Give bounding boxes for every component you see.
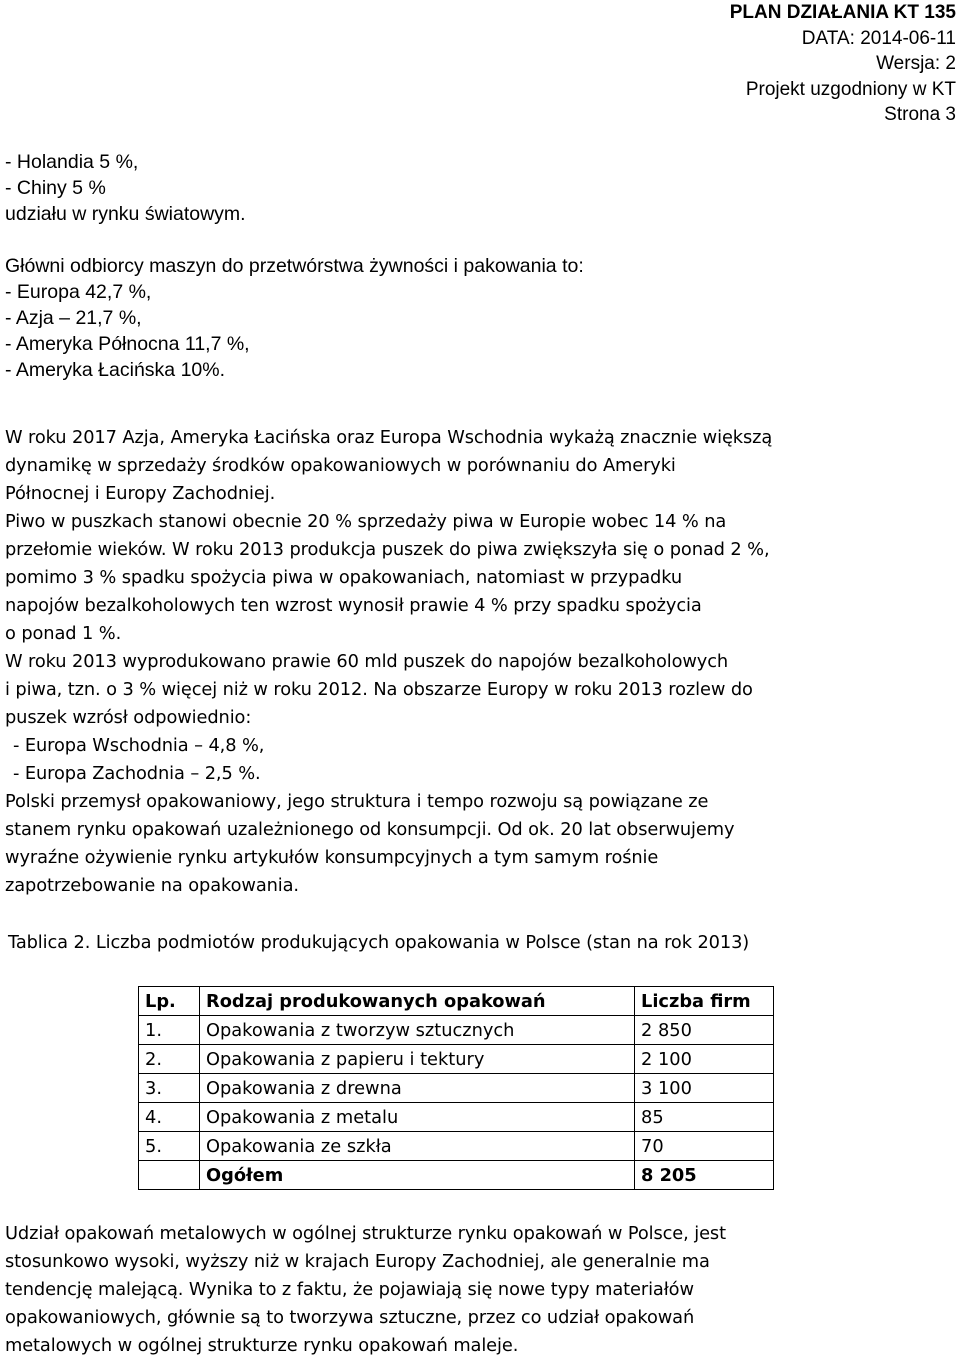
- europe-item: - Europa Wschodnia – 4,8 %,: [13, 735, 265, 756]
- table-cell: 4.: [139, 1103, 200, 1132]
- packaging-firms-table: [138, 986, 774, 1190]
- text-line: napojów bezalkoholowych ten wzrost wynosił prawie 4 % przy spadku spożycia: [5, 595, 702, 616]
- total-value: 8 205: [635, 1161, 774, 1190]
- text-line: stanem rynku opakowań uzależnionego od konsumpcji. Od ok. 20 lat obserwujemy: [5, 819, 735, 840]
- table-cell: 2 850: [635, 1016, 774, 1045]
- text-line: puszek wzrósł odpowiednio:: [5, 707, 252, 728]
- share-tail: udziału w rynku światowym.: [5, 203, 246, 225]
- text-line: zapotrzebowanie na opakowania.: [5, 875, 299, 896]
- document-date: DATA: 2014-06-11: [801, 27, 956, 49]
- column-header: Lp.: [139, 987, 200, 1016]
- document-version: Wersja: 2: [876, 53, 956, 74]
- table-cell: 3 100: [635, 1074, 774, 1103]
- table-row: [139, 1132, 774, 1161]
- table-header-row: [139, 987, 774, 1016]
- table-row: [139, 1045, 774, 1074]
- table-total-row: [139, 1161, 774, 1190]
- text-line: dynamikę w sprzedaży środków opakowaniowych w porównaniu do Ameryki: [5, 455, 676, 476]
- text-line: Polski przemysł opakowaniowy, jego struktura i tempo rozwoju są powiązane ze: [5, 791, 709, 812]
- text-line: tendencję malejącą. Wynika to z faktu, że pojawiają się nowe typy materiałów: [5, 1279, 694, 1300]
- table-cell: 5.: [139, 1132, 200, 1161]
- text-line: wyraźne ożywienie rynku artykułów konsumpcyjnych a tym samym rośnie: [5, 847, 659, 868]
- table-cell: 2.: [139, 1045, 200, 1074]
- table-cell: Opakowania z papieru i tektury: [200, 1045, 635, 1074]
- table-row: [139, 1074, 774, 1103]
- share-item: - Chiny 5 %: [5, 177, 106, 199]
- text-line: stosunkowo wysoki, wyższy niż w krajach Europy Zachodniej, ale generalnie ma: [5, 1251, 710, 1272]
- table-caption: Tablica 2. Liczba podmiotów produkujących opakowania w Polsce (stan na rok 2013): [8, 932, 750, 953]
- table-cell: Opakowania z metalu: [200, 1103, 635, 1132]
- europe-item: - Europa Zachodnia – 2,5 %.: [13, 763, 261, 784]
- table-cell: 85: [635, 1103, 774, 1132]
- market-share-section: [5, 149, 955, 383]
- table-row: [139, 1016, 774, 1045]
- text-line: Udział opakowań metalowych w ogólnej strukturze rynku opakowań w Polsce, jest: [5, 1223, 726, 1244]
- text-line: pomimo 3 % spadku spożycia piwa w opakowaniach, natomiast w przypadku: [5, 567, 683, 588]
- table-cell: 3.: [139, 1074, 200, 1103]
- text-line: W roku 2017 Azja, Ameryka Łacińska oraz Europa Wschodnia wykażą znacznie większą: [5, 427, 773, 448]
- recipients-intro: Główni odbiorcy maszyn do przetwórstwa żywności i pakowania to:: [5, 255, 584, 277]
- table-cell: 1.: [139, 1016, 200, 1045]
- recipient-item: - Europa 42,7 %,: [5, 281, 152, 303]
- metal-packaging-section: [5, 1220, 957, 1360]
- page-number: Strona 3: [884, 104, 956, 125]
- table-cell: Opakowania z tworzyw sztucznych: [200, 1016, 635, 1045]
- text-line: opakowaniowych, głównie są to tworzywa sztuczne, przez co udział opakowań: [5, 1307, 695, 1328]
- text-line: przełomie wieków. W roku 2013 produkcja puszek do piwa zwiększyła się o ponad 2 %,: [5, 539, 770, 560]
- total-label: Ogółem: [200, 1161, 635, 1190]
- column-header: Liczba firm: [635, 987, 774, 1016]
- table-cell: Opakowania ze szkła: [200, 1132, 635, 1161]
- table-cell: [139, 1161, 200, 1190]
- text-line: metalowych w ogólnej strukturze rynku opakowań maleje.: [5, 1335, 519, 1356]
- text-line: Piwo w puszkach stanowi obecnie 20 % sprzedaży piwa w Europie wobec 14 % na: [5, 511, 727, 532]
- packaging-trends-section: [5, 424, 957, 900]
- text-line: W roku 2013 wyprodukowano prawie 60 mld puszek do napojów bezalkoholowych: [5, 651, 729, 672]
- text-line: Północnej i Europy Zachodniej.: [5, 483, 276, 504]
- recipient-item: - Ameryka Łacińska 10%.: [5, 359, 226, 381]
- table-cell: 2 100: [635, 1045, 774, 1074]
- plan-title: PLAN DZIAŁANIA KT 135: [729, 2, 956, 23]
- recipient-item: - Azja – 21,7 %,: [5, 307, 142, 329]
- column-header: Rodzaj produkowanych opakowań: [200, 987, 635, 1016]
- recipient-item: - Ameryka Północna 11,7 %,: [5, 333, 250, 355]
- document-status: Projekt uzgodniony w KT: [745, 78, 956, 100]
- table-cell: 70: [635, 1132, 774, 1161]
- table-cell: Opakowania z drewna: [200, 1074, 635, 1103]
- text-line: o ponad 1 %.: [5, 623, 122, 644]
- table-row: [139, 1103, 774, 1132]
- text-line: i piwa, tzn. o 3 % więcej niż w roku 2012. Na obszarze Europy w roku 2013 rozlew do: [5, 679, 753, 700]
- share-item: - Holandia 5 %,: [5, 151, 139, 173]
- page-header: [730, 0, 956, 128]
